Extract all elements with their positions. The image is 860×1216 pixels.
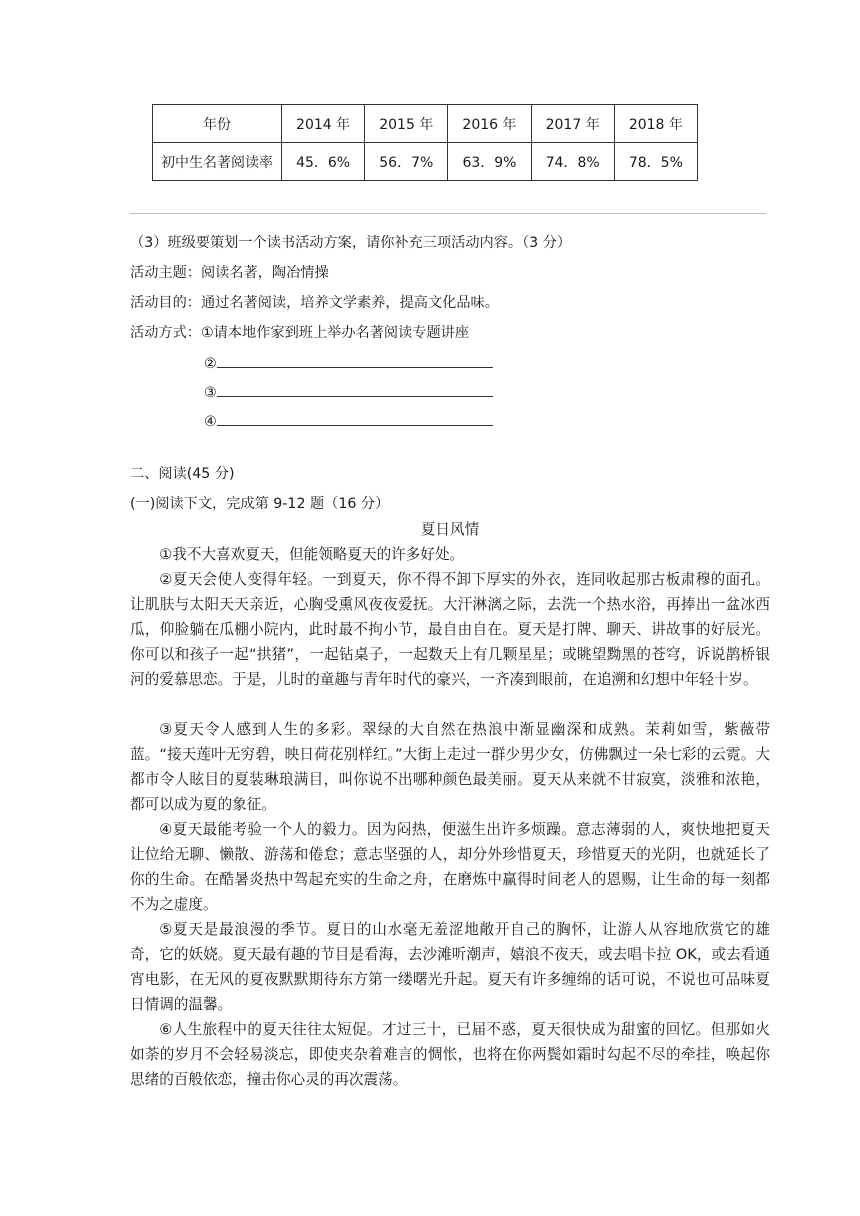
table-cell: 2017 年	[531, 105, 614, 143]
blank-marker: ②	[204, 356, 217, 372]
table-cell: 2015 年	[365, 105, 448, 143]
blank-line	[217, 410, 493, 426]
section-heading: 二、阅读(45 分)	[130, 466, 235, 482]
article-paragraph-5: ⑤夏天是最浪漫的季节。夏日的山水毫无羞涩地敞开自己的胸怀，让游人从容地欣赏它的雄奇，它的妖娆。夏天最有趣的节目是看海，去沙滩听潮声，嬉浪不夜天，或去唱卡拉 OK，或去看通宵电影，在无风的夏夜默默期待东方第一缕曙光升起。夏天有许多缠绵的话可说，不说也可品味夏日情调的温馨。	[130, 921, 770, 1013]
blank-line	[217, 381, 493, 397]
table-cell: 56．7%	[365, 143, 448, 181]
section-divider	[130, 213, 766, 214]
reading-rate-table	[152, 104, 698, 181]
table-cell: 45．6%	[282, 143, 365, 181]
activity-purpose: 活动目的：通过名著阅读，培养文学素养，提高文化品味。	[130, 295, 499, 311]
table-cell: 2018 年	[614, 105, 697, 143]
article-title: 夏日风情	[420, 521, 480, 538]
article-paragraph-3: ③夏天令人感到人生的多彩。翠绿的大自然在热浪中渐显幽深和成熟。茉莉如雪，紫薇带蓝。“接天莲叶无穷碧，映日荷花别样红。”大街上走过一群少男少女，仿佛飘过一朵七彩的云霓。大都市令人眩目的夏装琳琅满目，叫你说不出哪种颜色最美丽。夏天从来就不甘寂寞，淡雅和浓艳，都可以成为夏的象征。	[130, 721, 770, 813]
answer-blank-3[interactable]	[204, 381, 493, 403]
blank-marker: ④	[204, 414, 217, 430]
article-paragraph-6: ⑥人生旅程中的夏天往往太短促。才过三十，已届不惑，夏天很快成为甜蜜的回忆。但那如火如荼的岁月不会轻易淡忘，即使夹杂着难言的惆怅，也将在你两鬓如霜时勾起不尽的牵挂，唤起你思绪的百般依恋，撞击你心灵的再次震荡。	[130, 1021, 770, 1088]
table-cell: 2016 年	[448, 105, 531, 143]
activity-method: 活动方式：①请本地作家到班上举办名著阅读专题讲座	[130, 325, 470, 341]
article-paragraph-1: ①我不大喜欢夏天，但能领略夏天的许多好处。	[159, 546, 465, 563]
table-cell: 2014 年	[282, 105, 365, 143]
table-cell: 初中生名著阅读率	[153, 143, 282, 181]
activity-theme: 活动主题：阅读名著，陶冶情操	[130, 265, 329, 281]
table-cell: 63．9%	[448, 143, 531, 181]
question-prompt: （3）班级要策划一个读书活动方案，请你补充三项活动内容。（3 分）	[130, 235, 572, 251]
table-row	[153, 143, 698, 181]
answer-blank-2[interactable]	[204, 352, 493, 374]
article-paragraph-4: ④夏天最能考验一个人的毅力。因为闷热，便滋生出许多烦躁。意志薄弱的人，爽快地把夏天让位给无聊、懒散、游荡和倦怠；意志坚强的人，却分外珍惜夏天，珍惜夏天的光阴，也就延长了你的生命。在酷暑炎热中驾起充实的生命之舟，在磨炼中赢得时间老人的恩赐，让生命的每一刻都不为之虚度。	[130, 821, 770, 913]
part-heading: (一)阅读下文，完成第 9-12 题（16 分）	[130, 496, 390, 512]
blank-line	[217, 352, 493, 368]
answer-blank-4[interactable]	[204, 410, 493, 432]
table-cell: 年份	[153, 105, 282, 143]
table-header-row	[153, 105, 698, 143]
table-cell: 74．8%	[531, 143, 614, 181]
article-paragraph-2: ②夏天会使人变得年轻。一到夏天，你不得不卸下厚实的外衣，连同收起那古板肃穆的面孔。让肌肤与太阳天天亲近，心胸受熏风夜夜爱抚。大汗淋漓之际，去洗一个热水浴，再捧出一盆冰西瓜，仰脸躺在瓜棚小院内，此时最不拘小节，最自由自在。夏天是打牌、聊天、讲故事的好辰光。你可以和孩子一起“拱猪”，一起钻桌子，一起数天上有几颗星星；或眺望黝黑的苍穹，诉说鹊桥银河的爱慕思恋。于是，儿时的童趣与青年时代的豪兴，一齐凑到眼前，在追溯和幻想中年轻十岁。	[130, 571, 770, 688]
blank-marker: ③	[204, 385, 217, 401]
table-cell: 78．5%	[614, 143, 697, 181]
